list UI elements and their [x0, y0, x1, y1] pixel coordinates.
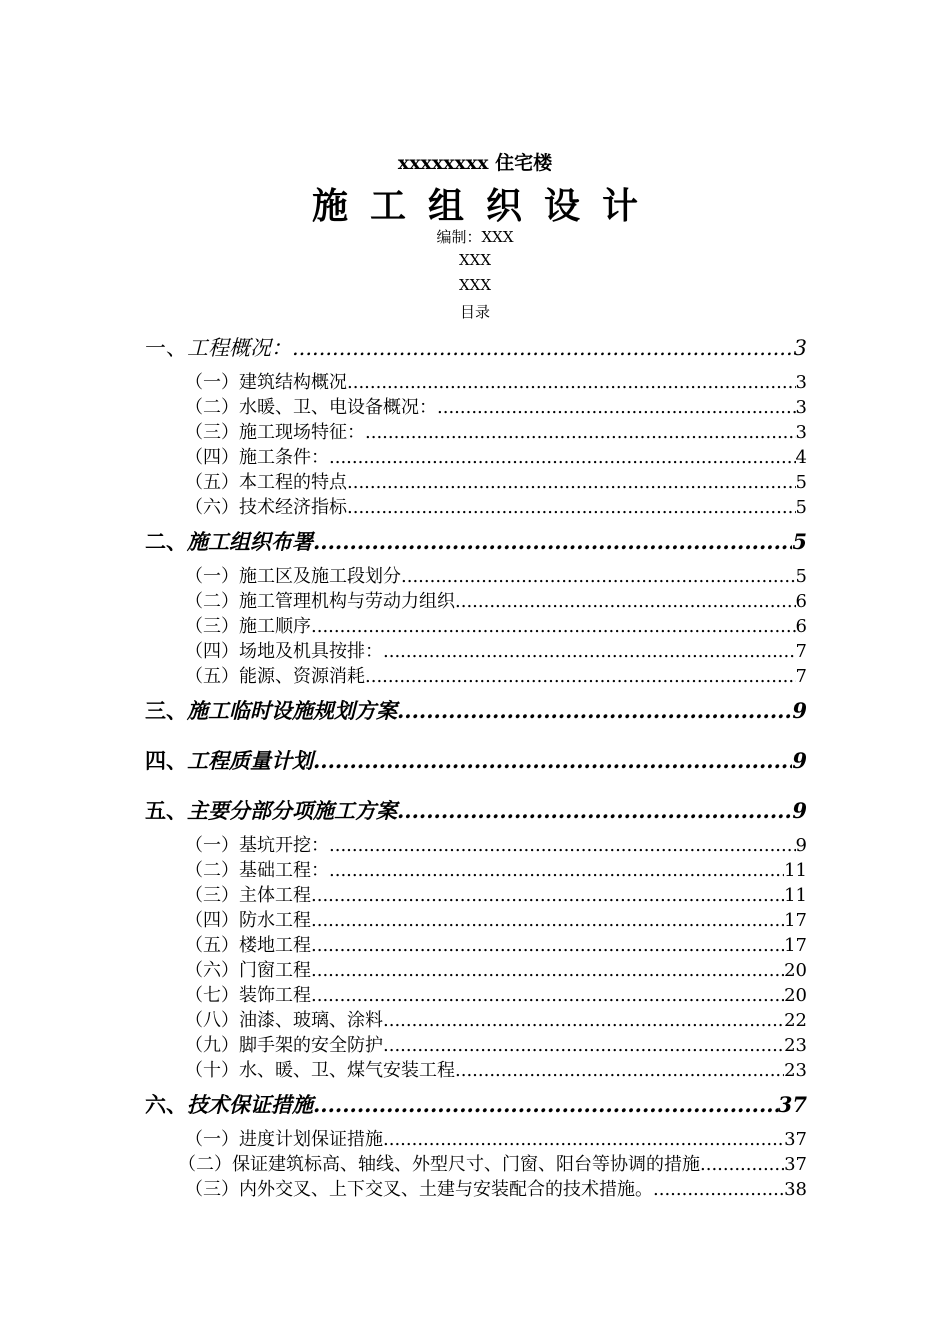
dot-leader	[437, 395, 796, 420]
toc-item[interactable]	[145, 858, 807, 883]
toc-item-label: （四）防水工程	[185, 910, 311, 931]
toc-item[interactable]	[145, 1008, 807, 1033]
toc-item-label: （四）施工条件：	[185, 447, 329, 468]
toc-page-number: 7	[795, 641, 807, 662]
toc-page-number: 7	[795, 666, 807, 687]
toc-item[interactable]	[145, 1033, 807, 1058]
toc-item[interactable]	[145, 445, 807, 470]
toc-item-label: （一）施工区及施工段划分	[185, 566, 401, 587]
dot-leader	[313, 747, 792, 775]
toc-item[interactable]	[145, 470, 807, 495]
toc-page-number: 11	[784, 860, 807, 881]
dot-leader	[311, 614, 796, 639]
toc-section-title: 技术保证措施	[187, 1092, 313, 1117]
toc-page-number: 17	[784, 935, 807, 956]
dot-leader	[313, 1091, 778, 1119]
toc-page-number: 23	[784, 1060, 807, 1081]
toc-page-number: 37	[784, 1154, 807, 1175]
toc-item-label: （九）脚手架的安全防护	[185, 1035, 383, 1056]
toc-section-1[interactable]	[145, 334, 807, 362]
dot-leader	[401, 564, 796, 589]
toc-item[interactable]	[145, 1152, 807, 1177]
toc-item-label: （三）施工现场特征：	[185, 422, 365, 443]
toc-section-title: 主要分部分项施工方案	[187, 798, 397, 823]
toc-item[interactable]	[145, 420, 807, 445]
toc-page-number: 37	[777, 1092, 807, 1117]
toc-section-number: 五、	[145, 798, 187, 823]
toc-item-label: （一）基坑开挖：	[185, 835, 329, 856]
toc-item[interactable]	[145, 883, 807, 908]
toc-item-label: （六）门窗工程	[185, 960, 311, 981]
toc-item[interactable]	[145, 395, 807, 420]
dot-leader	[329, 858, 784, 883]
toc-page-number: 3	[795, 397, 807, 418]
toc-page-number: 5	[792, 529, 807, 554]
toc-section-5[interactable]	[145, 797, 807, 825]
toc-item-label: （五）楼地工程	[185, 935, 311, 956]
toc-item[interactable]	[145, 833, 807, 858]
toc-item-label: （三）施工顺序	[185, 616, 311, 637]
toc-section-title: 施工临时设施规划方案	[187, 698, 397, 723]
dot-leader	[347, 370, 796, 395]
toc-item-label: （三）内外交叉、上下交叉、土建与安装配合的技术措施。	[185, 1179, 653, 1200]
toc-item[interactable]	[145, 983, 807, 1008]
dot-leader	[365, 420, 796, 445]
toc-page-number: 6	[795, 616, 807, 637]
toc-item[interactable]	[145, 1177, 807, 1202]
toc-section-number: 四、	[145, 748, 187, 773]
toc-item[interactable]	[145, 495, 807, 520]
toc-item[interactable]	[145, 370, 807, 395]
toc-page-number: 11	[784, 885, 807, 906]
toc-item-label: （八）油漆、玻璃、涂料	[185, 1010, 383, 1031]
table-of-contents	[145, 334, 807, 1202]
toc-page-number: 37	[784, 1129, 807, 1150]
toc-page-number: 23	[784, 1035, 807, 1056]
toc-page-number: 3	[795, 372, 807, 393]
toc-page-number: 9	[795, 835, 807, 856]
toc-page-number: 38	[784, 1179, 807, 1200]
toc-item[interactable]	[145, 564, 807, 589]
author-line-3: XXX	[458, 276, 492, 294]
toc-page-number: 17	[784, 910, 807, 931]
editor-line: 编制：XXX	[436, 228, 514, 246]
toc-section-title: 工程概况：	[187, 336, 292, 360]
toc-item[interactable]	[145, 639, 807, 664]
toc-item[interactable]	[145, 958, 807, 983]
toc-page-number: 22	[784, 1010, 807, 1031]
dot-leader	[311, 958, 784, 983]
dot-leader	[311, 983, 784, 1008]
toc-item[interactable]	[145, 589, 807, 614]
toc-item-label: （七）装饰工程	[185, 985, 311, 1006]
dot-leader	[700, 1152, 784, 1177]
toc-item-label: （三）主体工程	[185, 885, 311, 906]
dot-leader	[455, 1058, 784, 1083]
toc-item[interactable]	[145, 908, 807, 933]
toc-page-number: 20	[784, 960, 807, 981]
toc-item-label: （一）进度计划保证措施	[185, 1129, 383, 1150]
toc-page-number: 5	[795, 566, 807, 587]
toc-page-number: 3	[793, 336, 807, 360]
dot-leader	[347, 495, 796, 520]
toc-page-number: 3	[795, 422, 807, 443]
toc-title: 目录	[459, 303, 490, 321]
toc-section-title: 施工组织布署	[187, 529, 313, 554]
toc-section-number: 二、	[145, 529, 187, 554]
toc-item-label: （十）水、暖、卫、煤气安装工程	[185, 1060, 455, 1081]
dot-leader	[311, 933, 784, 958]
dot-leader	[383, 639, 796, 664]
dot-leader	[397, 797, 792, 825]
toc-page-number: 6	[795, 591, 807, 612]
author-line-2: XXX	[458, 251, 492, 269]
toc-item-label: （二）保证建筑标高、轴线、外型尺寸、门窗、阳台等协调的措施	[178, 1154, 700, 1175]
toc-item[interactable]	[145, 1127, 807, 1152]
main-title: 施工组织设计	[311, 185, 660, 227]
toc-item-label: （五）能源、资源消耗	[185, 666, 365, 687]
toc-section-number: 一、	[145, 336, 187, 360]
toc-page-number: 9	[792, 748, 807, 773]
project-title: xxxxxxxx 住宅楼	[397, 152, 553, 174]
toc-page-number: 9	[792, 698, 807, 723]
dot-leader	[365, 664, 796, 689]
toc-page-number: 5	[795, 497, 807, 518]
toc-item[interactable]	[145, 1058, 807, 1083]
toc-item[interactable]	[145, 933, 807, 958]
toc-item-label: （五）本工程的特点	[185, 472, 347, 493]
dot-leader	[329, 833, 796, 858]
toc-page-number: 9	[792, 798, 807, 823]
dot-leader	[455, 589, 796, 614]
toc-item[interactable]	[145, 664, 807, 689]
toc-section-2[interactable]	[145, 528, 807, 556]
toc-item-label: （一）建筑结构概况	[185, 372, 347, 393]
toc-item-label: （六）技术经济指标	[185, 497, 347, 518]
toc-item-label: （二）水暖、卫、电设备概况：	[185, 397, 437, 418]
dot-leader	[311, 908, 784, 933]
toc-section-number: 六、	[145, 1092, 187, 1117]
dot-leader	[311, 883, 784, 908]
toc-section-6[interactable]	[145, 1091, 807, 1119]
toc-section-3[interactable]	[145, 697, 807, 725]
toc-item-label: （二）基础工程：	[185, 860, 329, 881]
toc-page-number: 4	[795, 447, 807, 468]
toc-item-label: （二）施工管理机构与劳动力组织	[185, 591, 455, 612]
toc-item-label: （四）场地及机具按排：	[185, 641, 383, 662]
dot-leader	[329, 445, 796, 470]
dot-leader	[653, 1177, 784, 1202]
dot-leader	[347, 470, 796, 495]
dot-leader	[313, 528, 792, 556]
toc-page-number: 20	[784, 985, 807, 1006]
dot-leader	[383, 1033, 784, 1058]
dot-leader	[292, 334, 794, 362]
toc-page-number: 5	[795, 472, 807, 493]
toc-item[interactable]	[145, 614, 807, 639]
toc-section-4[interactable]	[145, 747, 807, 775]
dot-leader	[397, 697, 792, 725]
toc-section-title: 工程质量计划	[187, 748, 313, 773]
dot-leader	[383, 1127, 784, 1152]
toc-section-number: 三、	[145, 698, 187, 723]
dot-leader	[383, 1008, 784, 1033]
